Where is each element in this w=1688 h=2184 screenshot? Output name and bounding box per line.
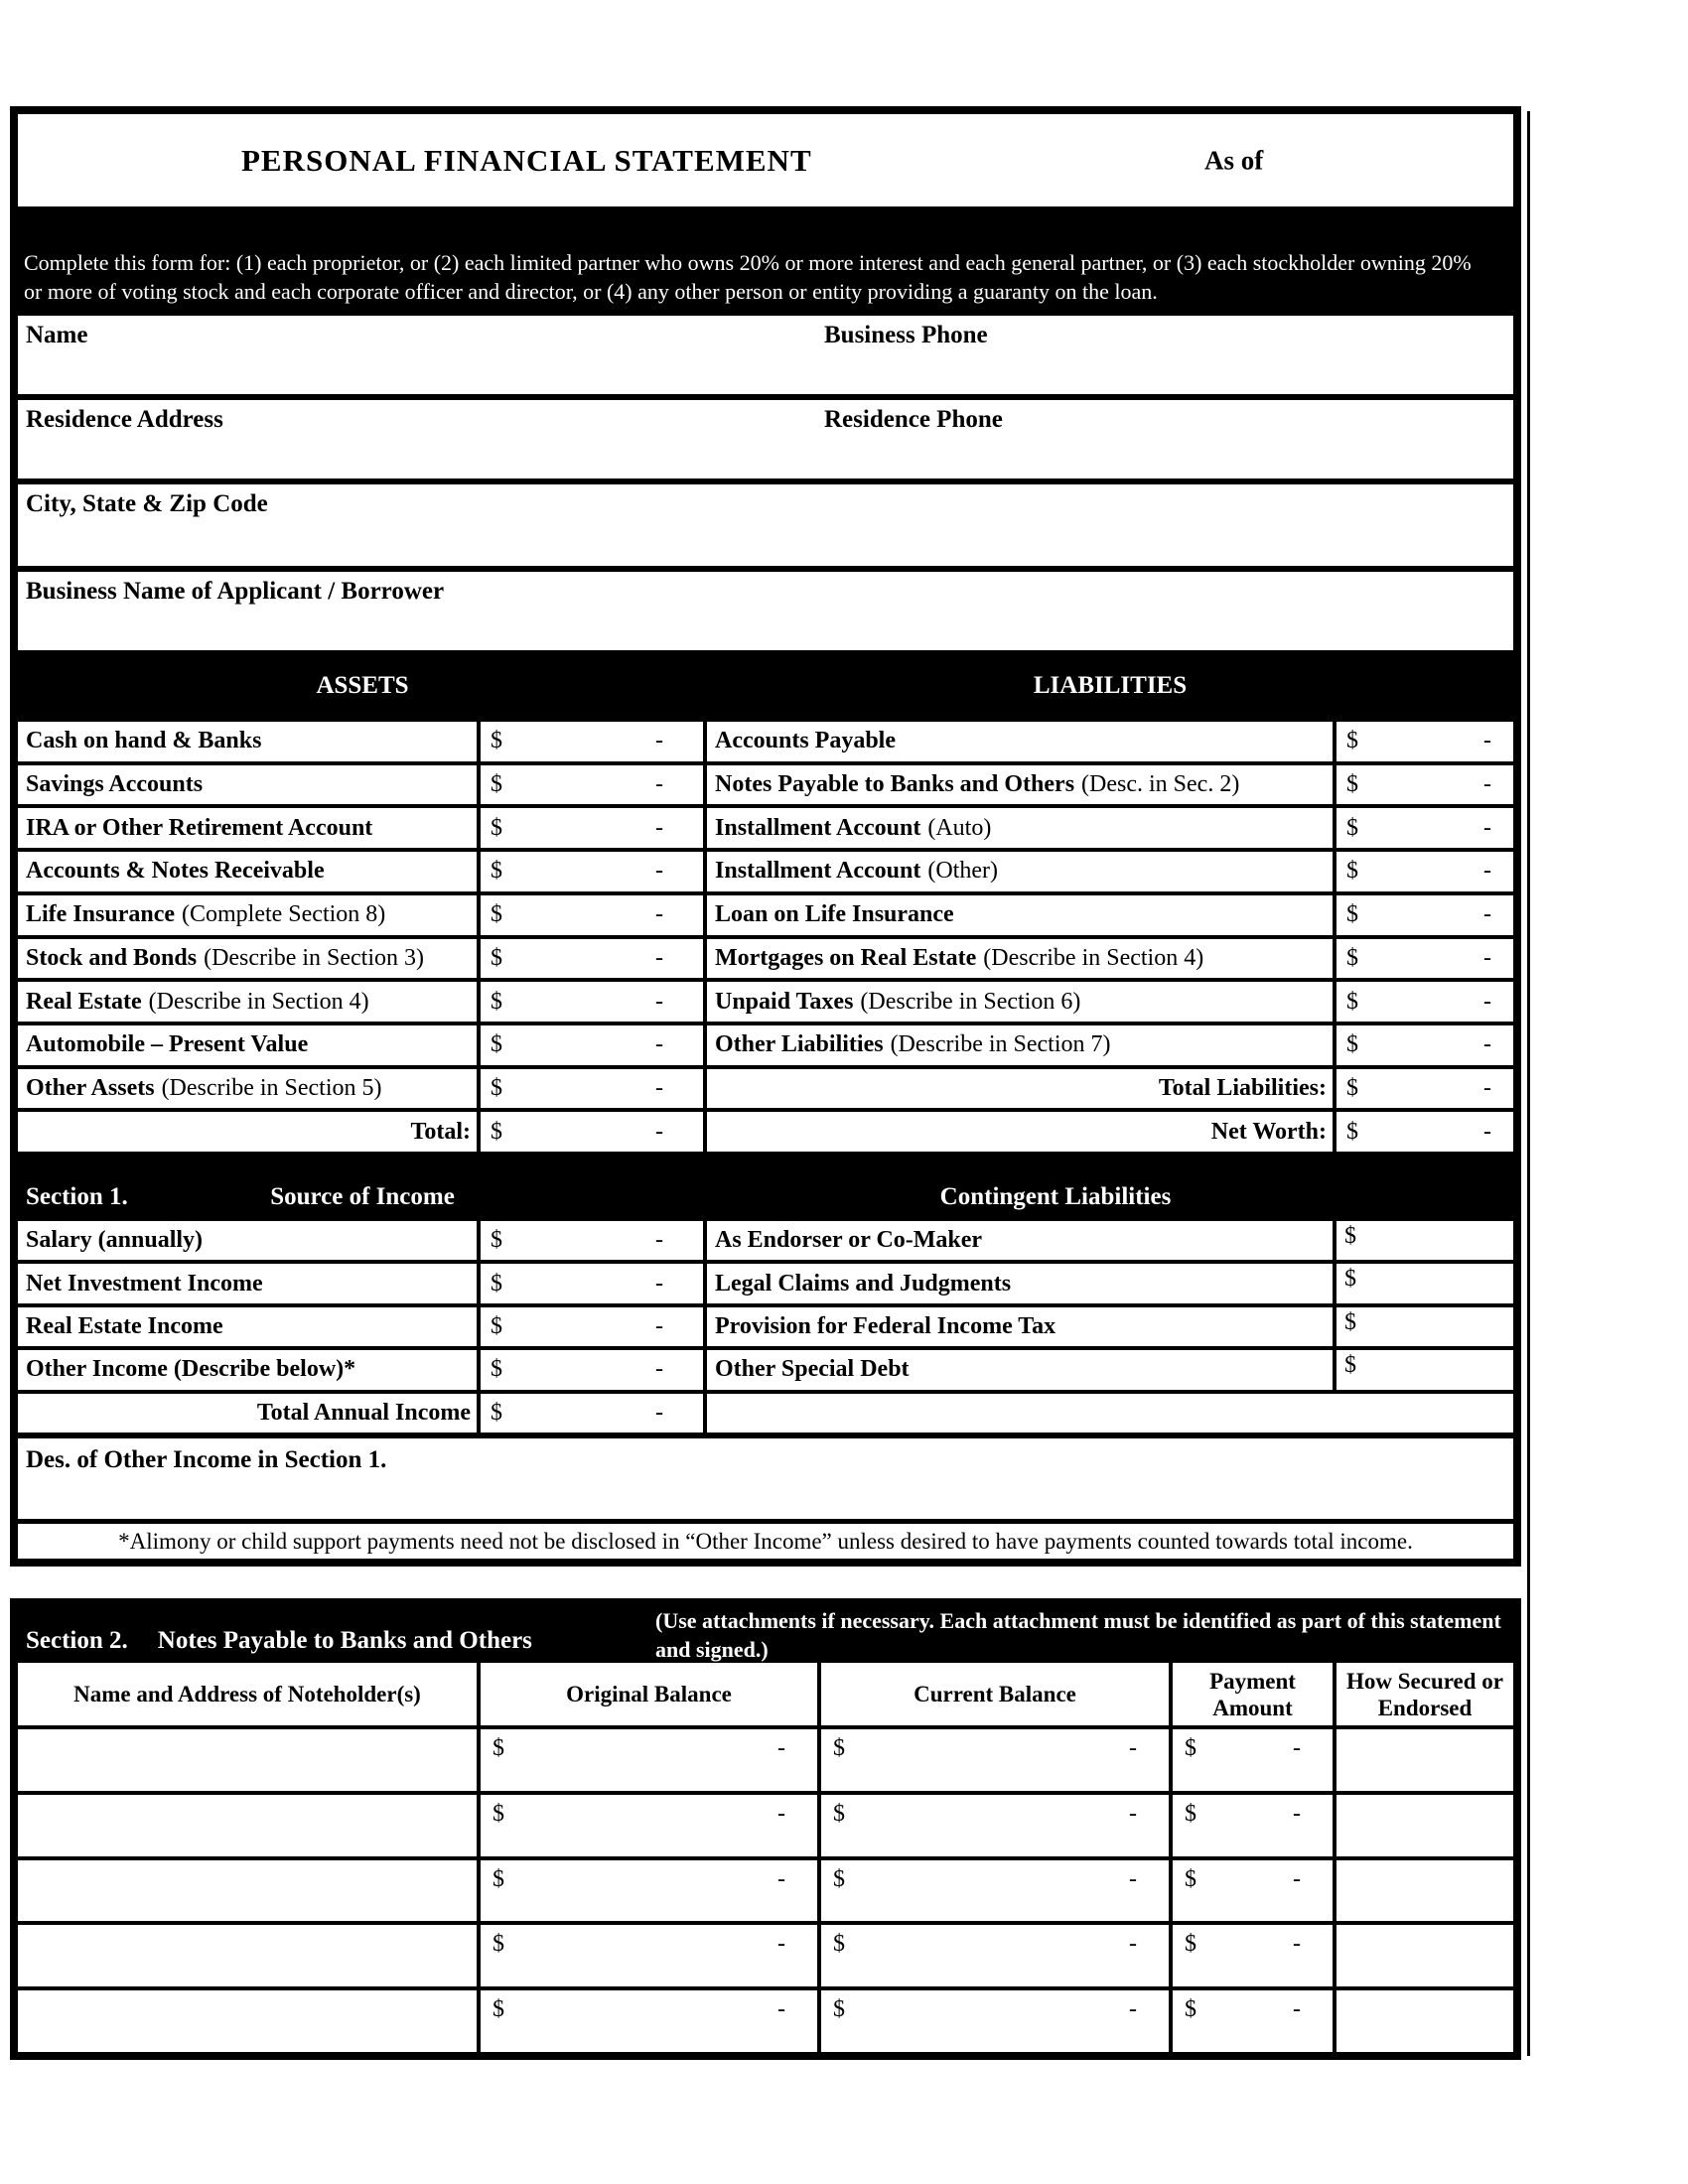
- residence-address-label: Residence Address: [26, 406, 223, 433]
- blank-amount: -: [655, 901, 663, 928]
- liability-label: Unpaid Taxes (Describe in Section 6): [707, 982, 1333, 1022]
- blank-amount: -: [1483, 858, 1491, 885]
- how-secured-field[interactable]: [1336, 1925, 1513, 1986]
- as-of-label: As of: [1204, 145, 1264, 175]
- income-amount-field[interactable]: [481, 1350, 703, 1389]
- liability-label: Loan on Life Insurance: [707, 895, 1333, 935]
- business-name-label: Business Name of Applicant / Borrower: [26, 578, 445, 605]
- dollar-sign: $: [1185, 1865, 1196, 1892]
- blank-amount: -: [777, 1800, 785, 1827]
- section2-attachment-note: (Use attachments if necessary. Each attachment must be identified as part of this statement and signed.): [655, 1608, 1501, 1662]
- asset-amount-field[interactable]: [481, 939, 703, 979]
- dollar-sign: $: [1346, 814, 1358, 841]
- dollar-sign: $: [492, 1931, 504, 1958]
- balance-sheet-table: [18, 722, 1513, 1152]
- blank-amount: -: [655, 728, 663, 754]
- blank-amount: -: [1293, 1800, 1301, 1827]
- blank-amount: -: [1293, 1931, 1301, 1958]
- contingent-label: Other Special Debt: [707, 1350, 1333, 1389]
- dollar-sign: $: [491, 814, 502, 841]
- blank-amount: -: [777, 1735, 785, 1761]
- how-secured-field[interactable]: [1336, 1729, 1513, 1791]
- business-name-field-row[interactable]: [18, 572, 1513, 650]
- dollar-sign: $: [833, 1931, 845, 1958]
- column-header-how-secured: How Secured or Endorsed: [1336, 1663, 1513, 1725]
- dollar-sign: $: [1346, 728, 1358, 754]
- asset-amount-field[interactable]: [481, 895, 703, 935]
- dollar-sign: $: [1346, 858, 1358, 885]
- blank-amount: -: [655, 944, 663, 971]
- asset-amount-field[interactable]: [481, 1069, 703, 1109]
- original-balance-field[interactable]: [481, 1729, 817, 1791]
- dollar-sign: $: [1344, 1266, 1356, 1293]
- current-balance-field[interactable]: [821, 1860, 1169, 1922]
- liabilities-header: LIABILITIES: [1033, 672, 1188, 699]
- noteholder-name-field[interactable]: [18, 1990, 477, 2052]
- current-balance-field[interactable]: [821, 1795, 1169, 1856]
- net-worth-amount-field[interactable]: [1336, 1112, 1513, 1152]
- name-label: Name: [26, 322, 88, 348]
- dollar-sign: $: [491, 1227, 502, 1254]
- asset-amount-field[interactable]: [481, 722, 703, 761]
- asset-label: Life Insurance (Complete Section 8): [18, 895, 477, 935]
- section2-block: [10, 1598, 1521, 2060]
- blank-amount: -: [777, 1931, 785, 1958]
- income-label: Salary (annually): [18, 1221, 477, 1260]
- blank-amount: -: [655, 1270, 663, 1297]
- blank-amount: -: [655, 814, 663, 841]
- notes-payable-table: [18, 1663, 1513, 2052]
- liability-label: Installment Account (Auto): [707, 808, 1333, 848]
- dollar-sign: $: [1346, 901, 1358, 928]
- other-income-description-field[interactable]: [18, 1438, 1513, 1519]
- noteholder-name-field[interactable]: [18, 1795, 477, 1856]
- dollar-sign: $: [492, 1800, 504, 1827]
- instructions-band: [18, 206, 1513, 316]
- dollar-sign: $: [492, 1735, 504, 1761]
- dollar-sign: $: [1344, 1223, 1356, 1249]
- income-label: Net Investment Income: [18, 1264, 477, 1302]
- asset-label: Stock and Bonds (Describe in Section 3): [18, 939, 477, 979]
- dollar-sign: $: [1346, 944, 1358, 971]
- total-liabilities-amount-field[interactable]: [1336, 1069, 1513, 1109]
- dollar-sign: $: [1185, 1800, 1196, 1827]
- liability-label: Accounts Payable: [707, 722, 1333, 761]
- dollar-sign: $: [491, 1270, 502, 1297]
- dollar-sign: $: [491, 1312, 502, 1339]
- blank-amount: -: [655, 1227, 663, 1254]
- dollar-sign: $: [1185, 1735, 1196, 1761]
- blank-amount: -: [777, 1865, 785, 1892]
- blank-amount: -: [655, 988, 663, 1015]
- contingent-label: Legal Claims and Judgments: [707, 1264, 1333, 1302]
- liability-label: Notes Payable to Banks and Others (Desc. in Sec. 2): [707, 765, 1333, 805]
- blank-amount: -: [1293, 1865, 1301, 1892]
- source-of-income-header: Source of Income: [270, 1183, 455, 1210]
- section2-label-title: [26, 1627, 532, 1655]
- total-liabilities-label: Total Liabilities:: [707, 1069, 1333, 1109]
- dollar-sign: $: [1346, 988, 1358, 1015]
- alimony-footnote: *Alimony or child support payments need not be disclosed in “Other Income” unless desired to have payments counted towards total income.: [18, 1524, 1513, 1559]
- total-annual-income-field[interactable]: [481, 1394, 703, 1433]
- current-balance-field[interactable]: [821, 1729, 1169, 1791]
- assets-liabilities-header: [18, 650, 1513, 722]
- form-header-row: [18, 114, 1513, 206]
- asset-label: Real Estate (Describe in Section 4): [18, 982, 477, 1022]
- liability-amount-field[interactable]: [1336, 808, 1513, 848]
- section1-header: [18, 1152, 1513, 1221]
- blank-cell: [707, 1394, 1513, 1433]
- original-balance-field[interactable]: [481, 1990, 817, 2052]
- blank-amount: -: [1483, 901, 1491, 928]
- right-border-shadow: [1527, 111, 1530, 2056]
- blank-amount: -: [1483, 1118, 1491, 1145]
- income-amount-field[interactable]: [481, 1221, 703, 1260]
- column-header-noteholder: Name and Address of Noteholder(s): [18, 1663, 477, 1725]
- residence-address-field-row[interactable]: [18, 400, 1513, 478]
- total-annual-income-label: Total Annual Income: [18, 1394, 477, 1433]
- blank-amount: -: [1129, 1865, 1137, 1892]
- noteholder-name-field[interactable]: [18, 1925, 477, 1986]
- blank-amount: -: [1483, 1031, 1491, 1058]
- blank-amount: -: [1483, 944, 1491, 971]
- how-secured-field[interactable]: [1336, 1990, 1513, 2052]
- column-header-current-balance: Current Balance: [821, 1663, 1169, 1725]
- liability-amount-field[interactable]: [1336, 852, 1513, 891]
- original-balance-field[interactable]: [481, 1795, 817, 1856]
- contingent-amount-field[interactable]: [1336, 1307, 1513, 1346]
- section1-label: Section 1.: [26, 1183, 128, 1210]
- blank-amount: -: [1293, 1996, 1301, 2023]
- section2-header: [18, 1598, 1513, 1663]
- asset-label: IRA or Other Retirement Account: [18, 808, 477, 848]
- blank-amount: -: [1129, 1735, 1137, 1761]
- net-worth-label: Net Worth:: [707, 1112, 1333, 1152]
- asset-label: Savings Accounts: [18, 765, 477, 805]
- liability-label: Installment Account (Other): [707, 852, 1333, 891]
- liability-label: Other Liabilities (Describe in Section 7): [707, 1025, 1333, 1065]
- dollar-sign: $: [491, 901, 502, 928]
- contingent-amount-field[interactable]: [1336, 1221, 1513, 1260]
- payment-amount-field[interactable]: [1173, 1729, 1333, 1791]
- dollar-sign: $: [1346, 771, 1358, 798]
- dollar-sign: $: [1346, 1031, 1358, 1058]
- blank-amount: -: [655, 1356, 663, 1383]
- contingent-amount-field[interactable]: [1336, 1350, 1513, 1389]
- assets-total-amount-field[interactable]: [481, 1112, 703, 1152]
- blank-amount: -: [1483, 988, 1491, 1015]
- dollar-sign: $: [833, 1865, 845, 1892]
- blank-amount: -: [655, 858, 663, 885]
- contingent-label: As Endorser or Co-Maker: [707, 1221, 1333, 1260]
- blank-amount: -: [1483, 771, 1491, 798]
- payment-amount-field[interactable]: [1173, 1860, 1333, 1922]
- dollar-sign: $: [1346, 1118, 1358, 1145]
- dollar-sign: $: [491, 728, 502, 754]
- dollar-sign: $: [1346, 1074, 1358, 1101]
- liability-amount-field[interactable]: [1336, 939, 1513, 979]
- asset-label: Cash on hand & Banks: [18, 722, 477, 761]
- payment-amount-field[interactable]: [1173, 1990, 1333, 2052]
- liability-label: Mortgages on Real Estate (Describe in Section 4): [707, 939, 1333, 979]
- assets-header: ASSETS: [316, 672, 409, 699]
- noteholder-name-field[interactable]: [18, 1729, 477, 1791]
- residence-phone-label: Residence Phone: [824, 406, 1003, 433]
- asset-amount-field[interactable]: [481, 808, 703, 848]
- blank-amount: -: [655, 1312, 663, 1339]
- dollar-sign: $: [491, 988, 502, 1015]
- blank-amount: -: [655, 771, 663, 798]
- section2-label: Section 2.: [26, 1627, 128, 1654]
- current-balance-field[interactable]: [821, 1925, 1169, 1986]
- city-state-zip-field-row[interactable]: [18, 484, 1513, 566]
- asset-label: Automobile – Present Value: [18, 1025, 477, 1065]
- dollar-sign: $: [491, 771, 502, 798]
- dollar-sign: $: [491, 1074, 502, 1101]
- asset-amount-field[interactable]: [481, 1025, 703, 1065]
- payment-amount-field[interactable]: [1173, 1795, 1333, 1856]
- dollar-sign: $: [1185, 1931, 1196, 1958]
- other-income-description-label: Des. of Other Income in Section 1.: [26, 1446, 387, 1473]
- column-header-payment-amount: Payment Amount: [1173, 1663, 1333, 1725]
- payment-amount-field[interactable]: [1173, 1925, 1333, 1986]
- blank-amount: -: [1129, 1800, 1137, 1827]
- asset-amount-field[interactable]: [481, 765, 703, 805]
- column-header-original-balance: Original Balance: [481, 1663, 817, 1725]
- liability-amount-field[interactable]: [1336, 895, 1513, 935]
- dollar-sign: $: [492, 1865, 504, 1892]
- asset-label: Other Assets (Describe in Section 5): [18, 1069, 477, 1109]
- blank-amount: -: [1129, 1996, 1137, 2023]
- income-amount-field[interactable]: [481, 1264, 703, 1302]
- dollar-sign: $: [833, 1996, 845, 2023]
- liability-amount-field[interactable]: [1336, 765, 1513, 805]
- dollar-sign: $: [1344, 1352, 1356, 1379]
- original-balance-field[interactable]: [481, 1860, 817, 1922]
- dollar-sign: $: [833, 1735, 845, 1761]
- blank-amount: -: [1293, 1735, 1301, 1761]
- dollar-sign: $: [492, 1996, 504, 2023]
- form-title: PERSONAL FINANCIAL STATEMENT: [241, 142, 812, 178]
- name-field-row[interactable]: [18, 316, 1513, 394]
- blank-amount: -: [1483, 814, 1491, 841]
- blank-amount: -: [655, 1074, 663, 1101]
- income-label: Real Estate Income: [18, 1307, 477, 1346]
- dollar-sign: $: [833, 1800, 845, 1827]
- income-table: [18, 1221, 1513, 1433]
- contingent-liabilities-header: Contingent Liabilities: [939, 1183, 1172, 1210]
- current-balance-field[interactable]: [821, 1990, 1169, 2052]
- dollar-sign: $: [491, 1399, 502, 1426]
- blank-amount: -: [655, 1118, 663, 1145]
- how-secured-field[interactable]: [1336, 1795, 1513, 1856]
- contingent-amount-field[interactable]: [1336, 1264, 1513, 1302]
- noteholder-name-field[interactable]: [18, 1860, 477, 1922]
- liability-amount-field[interactable]: [1336, 982, 1513, 1022]
- dollar-sign: $: [1344, 1308, 1356, 1335]
- asset-amount-field[interactable]: [481, 982, 703, 1022]
- city-state-zip-label: City, State & Zip Code: [26, 490, 268, 517]
- business-phone-label: Business Phone: [824, 322, 988, 348]
- blank-amount: -: [1483, 728, 1491, 754]
- blank-amount: -: [655, 1399, 663, 1426]
- asset-amount-field[interactable]: [481, 852, 703, 891]
- dollar-sign: $: [491, 944, 502, 971]
- blank-amount: -: [1129, 1931, 1137, 1958]
- asset-label: Accounts & Notes Receivable: [18, 852, 477, 891]
- section2-title: Notes Payable to Banks and Others: [157, 1627, 532, 1654]
- liability-amount-field[interactable]: [1336, 722, 1513, 761]
- dollar-sign: $: [491, 858, 502, 885]
- liability-amount-field[interactable]: [1336, 1025, 1513, 1065]
- blank-amount: -: [777, 1996, 785, 2023]
- blank-amount: -: [655, 1031, 663, 1058]
- original-balance-field[interactable]: [481, 1925, 817, 1986]
- assets-total-label: Total:: [18, 1112, 477, 1152]
- dollar-sign: $: [491, 1356, 502, 1383]
- how-secured-field[interactable]: [1336, 1860, 1513, 1922]
- blank-amount: -: [1483, 1074, 1491, 1101]
- contingent-label: Provision for Federal Income Tax: [707, 1307, 1333, 1346]
- instructions-text: Complete this form for: (1) each proprietor, or (2) each limited partner who owns 20% or more interest and each general partner, or (3) each stockholder owning 20% or more of voting stock and each corporate officer and director, or (4) any other person or entity providing a guaranty on the loan.: [24, 250, 1472, 304]
- main-form-block: [10, 106, 1521, 1567]
- dollar-sign: $: [491, 1118, 502, 1145]
- dollar-sign: $: [1185, 1996, 1196, 2023]
- dollar-sign: $: [491, 1031, 502, 1058]
- income-amount-field[interactable]: [481, 1307, 703, 1346]
- income-label: Other Income (Describe below)*: [18, 1350, 477, 1389]
